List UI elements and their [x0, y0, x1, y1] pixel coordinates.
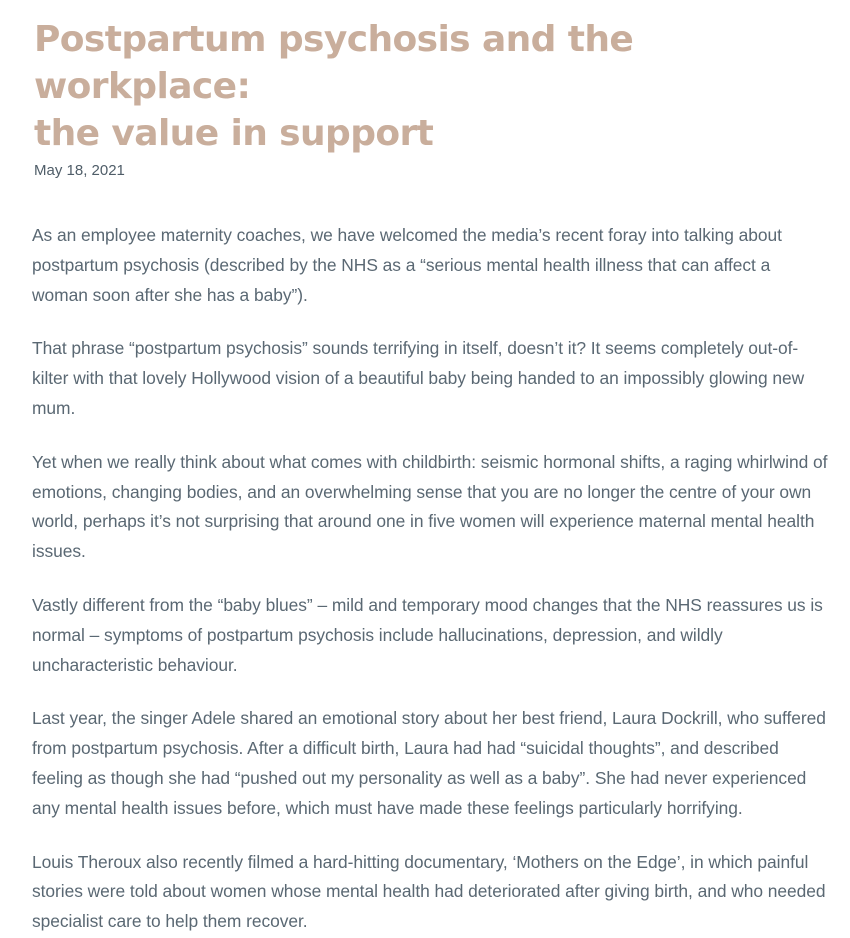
article-paragraph: Yet when we really think about what comes with childbirth: seismic hormonal shifts, a raging whirlwind of emotions, changing bodies, and an overwhelming sense that you are no longer the centre of your own world, perhaps it’s not surprising that around one in five women will experience maternal mental health issues. [32, 451, 828, 562]
article-paragraph: Last year, the singer Adele shared an emotional story about her best friend, Laura Dockrill, who suffered from postpartum psychosis. After a difficult birth, Laura had had “suicidal thoughts”, and described feeling as though she had “pushed out my personality as well as a baby”. She had never experienced any mental health issues before, which must have made these feelings particularly horrifying. [32, 708, 826, 818]
article-paragraph: Vastly different from the “baby blues” – mild and temporary mood changes that the NHS reassures us is normal – symptoms of postpartum psychosis include hallucinations, depression, and wildly uncharacteristic behaviour. [32, 594, 823, 675]
article-paragraph: Louis Theroux also recently filmed a hard-hitting documentary, ‘Mothers on the Edge’, in which painful stories were told about women whose mental health had deteriorated after giving birth, and who needed specialist care to help them recover. [32, 851, 826, 932]
article-body [32, 221, 832, 937]
publish-date: May 18, 2021 [34, 162, 125, 179]
article-title: Postpartum psychosis and the workplace: the value in support [34, 19, 634, 154]
article-paragraph: As an employee maternity coaches, we have welcomed the media’s recent foray into talking about postpartum psychosis (described by the NHS as a “serious mental health illness that can affect a woman soon after she has a baby”). [32, 225, 782, 305]
article-paragraph: That phrase “postpartum psychosis” sounds terrifying in itself, doesn’t it? It seems completely out-of-kilter with that lovely Hollywood vision of a beautiful baby being handed to an impossibly glowing new mum. [32, 338, 805, 418]
